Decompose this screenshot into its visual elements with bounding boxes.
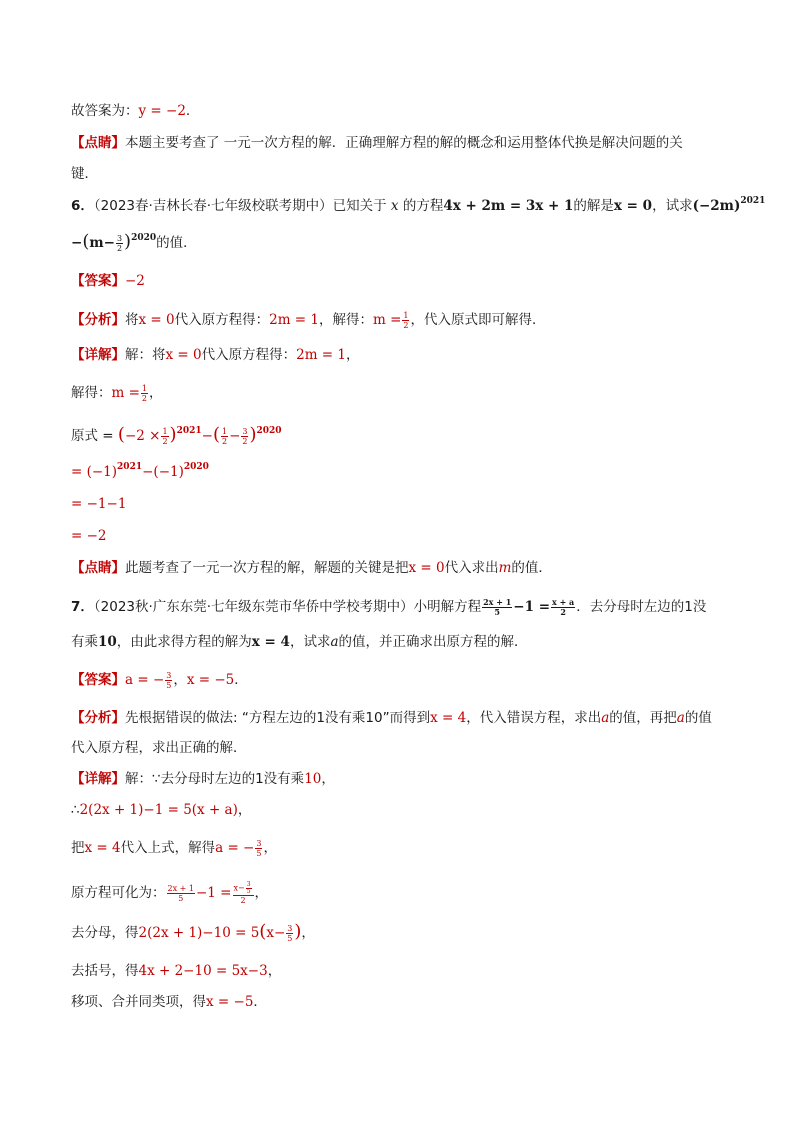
answer-line-q5: 故答案为：y = −2. xyxy=(71,103,191,119)
question-7: 7．（2023秋·广东东莞·七年级东莞市华侨中学校考期中）小明解方程 $\frac{2x + 1}{5}$ −1 = $\frac{x + a}{2}$ ．去分母时左边的1没 xyxy=(71,597,707,617)
detail-6: 【详解】解：将x = 0代入原方程得：2m = 1， xyxy=(71,347,360,363)
detail-6-expr: 原式 = (−2 × $\frac{1}{2}$ )$^{2021}$−( $\frac{1}{2}$ − $\frac{3}{2}$ )$^{2020}$ xyxy=(71,424,282,446)
fraction: $\frac{3}{5}$ xyxy=(246,881,251,895)
fraction: $\frac{3}{2}$ xyxy=(242,427,248,446)
detail-7-step3: 原方程可化为： $\frac{2x + 1}{5}$ −1 = x− $\frac{3}{5}$ 2 ， xyxy=(71,881,269,905)
detail-6-step3: = −2 xyxy=(71,528,107,544)
detail-7-step1: ∴2(2x + 1)−1 = 5(x + a)， xyxy=(71,802,252,818)
answer-6: 【答案】−2 xyxy=(71,273,145,289)
fraction: $\frac{3}{5}$ xyxy=(256,838,262,858)
detail-6-step2: = −1−1 xyxy=(71,496,127,512)
question-7-cont: 有乘10，由此求得方程的解为x = 4，试求a的值，并正确求出原方程的解． xyxy=(71,634,528,650)
detail-6-solve: 解得：m = $\frac{1}{2}$ ， xyxy=(71,383,163,403)
detail-7-step6: 移项、合并同类项，得x = −5． xyxy=(71,994,267,1010)
detail-6-step1: = $(-1)^{2021}-(-1)^{2020}$ xyxy=(71,462,209,480)
fraction: $\frac{2x + 1}{5}$ xyxy=(483,597,512,617)
fraction: $\frac{2x + 1}{5}$ xyxy=(167,884,194,903)
fraction: $\frac{3}{5}$ xyxy=(287,924,293,943)
answer-7: 【答案】a = − $\frac{3}{5}$ ，x = −5． xyxy=(71,670,248,690)
detail-7-step5: 去括号，得4x + 2−10 = 5x−3， xyxy=(71,963,282,979)
detail-7-step4: 去分母，得2(2x + 1)−10 = 5(x− $\frac{3}{5}$ )， xyxy=(71,921,315,943)
fraction: $\frac{3}{2}$ xyxy=(116,233,123,253)
question-6: 6．（2023春·吉林长春·七年级校联考期中）已知关于 x 的方程4x + 2m = 3x + 1的解是x = 0，试求$(-2m)^{2021}$ xyxy=(71,196,766,214)
fraction: $\frac{1}{2}$ xyxy=(162,427,168,446)
fraction: $\frac{1}{2}$ xyxy=(141,383,147,403)
detail-7: 【详解】解：∵去分母时左边的1没有乘10， xyxy=(71,771,335,787)
fraction: $\frac{x + a}{2}$ xyxy=(552,597,575,617)
comment-line-q5: 【点睛】本题主要考查了 一元一次方程的解．正确理解方程的解的概念和运用整体代换是解决问题的关 xyxy=(71,135,683,151)
fraction: $\frac{3}{5}$ xyxy=(166,670,172,690)
detail-7-step2: 把x = 4代入上式，解得a = − $\frac{3}{5}$ ， xyxy=(71,838,277,858)
analysis-7-cont: 代入原方程，求出正确的解． xyxy=(71,740,247,756)
fraction: $\frac{1}{2}$ xyxy=(403,310,409,330)
comment-line-q5-cont: 键． xyxy=(71,166,98,182)
comment-6: 【点睛】此题考查了一元一次方程的解，解题的关键是把x = 0代入求出m的值． xyxy=(71,560,552,576)
analysis-6: 【分析】将x = 0代入原方程得：2m = 1，解得：m = $\frac{1}{2}$ ，代入原式即可解得． xyxy=(71,310,546,330)
analysis-7: 【分析】先根据错误的做法: “方程左边的1没有乘10”而得到x = 4，代入错误方程，求出a的值，再把a的值 xyxy=(71,710,712,726)
question-6-cont: −(m− $\frac{3}{2}$ )$^{2020}$的值． xyxy=(71,231,197,253)
fraction: $\frac{1}{2}$ xyxy=(221,427,228,446)
fraction-compound: x− $\frac{3}{5}$ 2 xyxy=(233,882,254,905)
